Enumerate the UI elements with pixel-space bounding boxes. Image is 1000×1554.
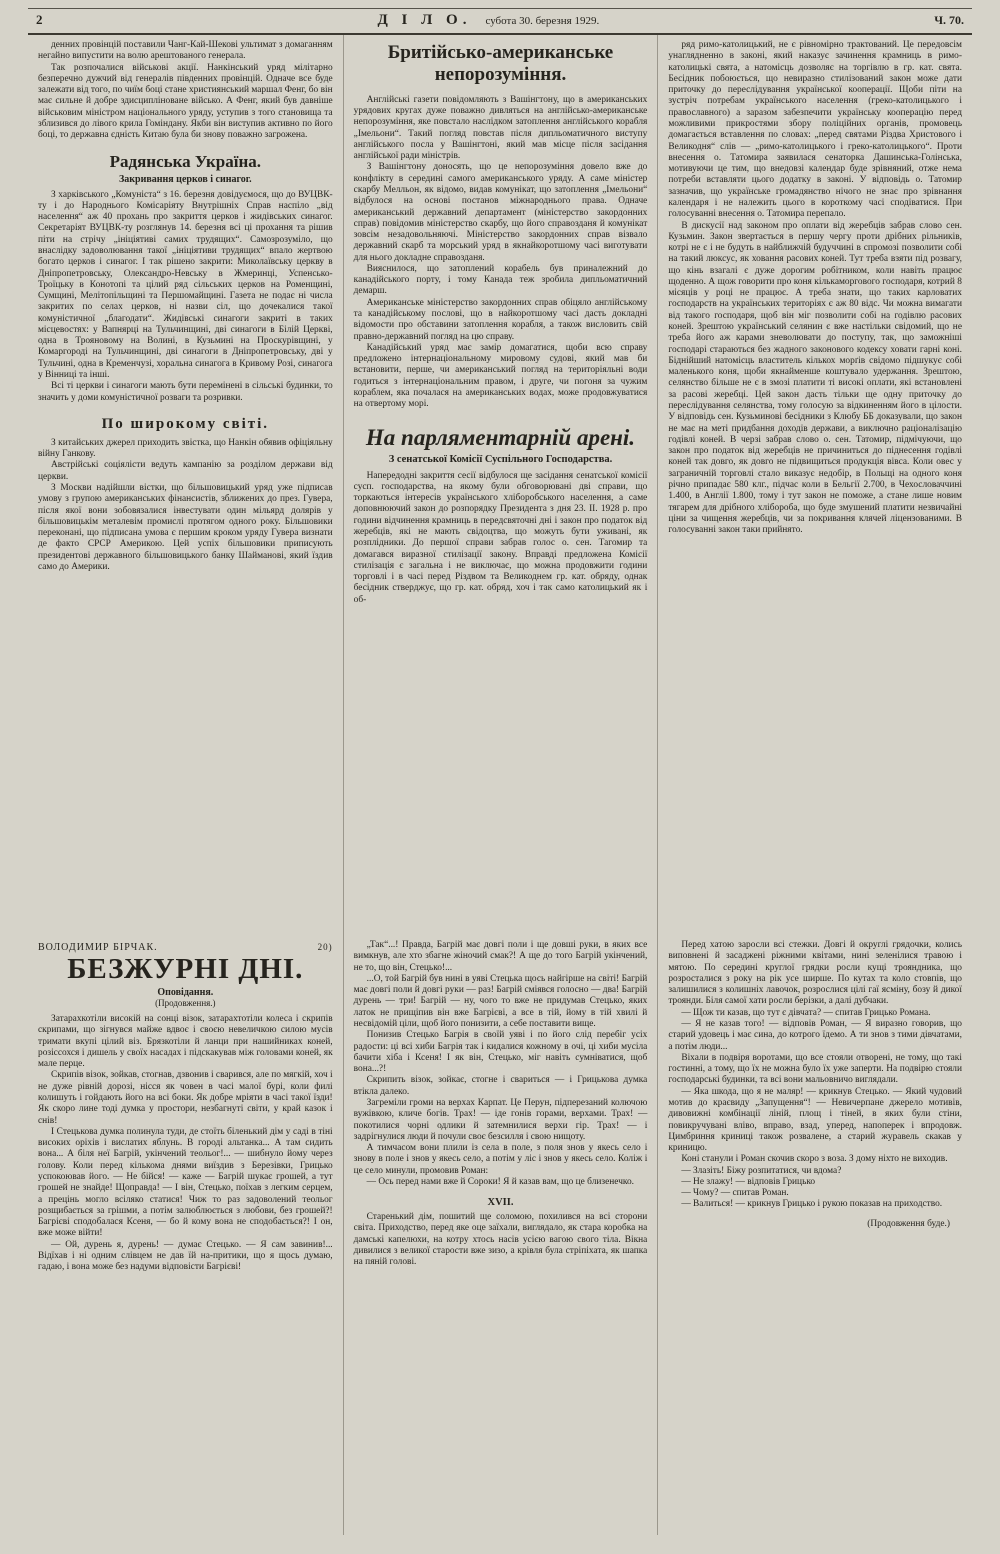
soviet-ukraine-article	[38, 190, 333, 404]
paragraph: А тимчасом вони плили із села в поле, з поля знов у якесь село і знову в поле і знов у якесь село, а потім у ліс і знов у якесь село. Коліж і це село минули, промовив Роман:	[353, 1143, 648, 1176]
newspaper-title: Д І Л О.	[377, 12, 472, 28]
news-column-3	[657, 35, 972, 935]
author-name: ВОЛОДИМИР БІРЧАК.	[38, 942, 158, 953]
feuilleton-text-col1	[38, 1014, 333, 1273]
paragraph: — Щож ти казав, що тут є дівчата? — спитав Грицько Романа.	[681, 1007, 931, 1018]
feuilleton-author	[38, 942, 333, 953]
page-header	[28, 8, 972, 35]
paragraph: — Валиться! — крикнув Грицько і рукою показав на приходство.	[681, 1199, 943, 1210]
parliament-article-continuation	[668, 40, 962, 536]
news-column-2	[343, 35, 658, 935]
paragraph: З Москви надійшли вістки, що більшовицький уряд уже підписав умову з групою американських фінансистів, зближених до през. Гувера, після якої вони зобовязалися інвестувати один мільярд долярів у більшовицькім металевім промислі протягом одного року. Більшовики переконані, що підписана умова є першим кроком уряду Гувера визнати де факто СРСР Америкою. Цей успіх більшовики приписують президентові державного більшовицького банку Шайманові, який їздив само до Америки.	[38, 483, 333, 572]
paragraph: Канадійський уряд має замір домагатися, щоби всю справу предложено інтернаціональному мировому судові, який мав би встановити, перше, чи американський погляд на територіяльні води годиться з інтернаціональним правом, і друге, чи погоня за чужим кораблем, яка почалася на американських водах, може продовжуватися на отвертому морі.	[353, 342, 648, 410]
british-american-article	[354, 95, 648, 411]
paragraph: ряд римо-католицький, не є рівномірно трактований. Це передовсім унаглядненно в законі, який наказує зачинення крамниць в римо-католицькі свята, а натомісць дозволяє на торгівлю в гр. кат. свята. Бесідник побоюється, що невиразно стилізований закон може дати приточку до переслідування української кооперації. Щоби піти на зустріч потребам українського населення (греко-католицького і православного) а заразом забезпечити українську кооперацію перед можливими прикростями збору поліційних органів, промовець домагається вставлення по словах: „перед святами Різдва Христового і Великодня“ слів — „римо-католицького і греко-католицького“. Проти внесення о. Татомира заявилася сенаторка Дашинська-Голінська, мотивуючи це тим, що внедовзі календар буде зрівняний, отже нема потреби вставляти цього додатку в законі. У відповідь о. Татомир зазначив, що українське громадянство нічого не знає про зрівнання календаря і не належить цього в короткому часі сподіватися. При голосуванні внесення о. Татомира перепало.	[668, 40, 962, 220]
paragraph: Австрійські соціялісти ведуть кампанію за розділом держави від церкви.	[38, 460, 333, 482]
paragraph: „Так“...! Правда, Багрій має довгі поли і ще довші руки, в яких все вимкнув, але хто збагне жіночий смак?! А ще до того Багрій укінчений, не то, що він, Стецько!...	[353, 940, 648, 973]
paragraph: — Злазіть! Біжу розпитатися, чи вдома?	[681, 1165, 842, 1176]
page-number: 2	[36, 12, 43, 27]
paragraph: Віхали в подвіря воротами, що все стояли отворені, не тому, що такі гостинні, а тому, що їх не можна було їх уже заперти. На подвірю стояли господарські будинки, та всі вони мальовничо виглядали.	[668, 1052, 962, 1086]
paragraph: І Стецькова думка полинула туди, де стоїть біленький дім у саді в тіні високих оріхів і вислатих яблунь. В городі альтанка... А там сидить вона... А біля неї Багрій, укінчений теольог!... — шибнуло йому через голову. Коли перед кількома днями виїздив з Березівки, Грицько успокоював його. — Не бійся! — каже — Багрій шукає грошей, а тут грошей не знайде! Щоправда! — І він, Стецько, поїхав з легким серцем, а прецінь могло всіляко статися! Чиж то раз задоволений теольог розщибається за грішми, а потім залюблюється з любови, без грошей?! Багрієві сподобалася Ксеня, — бо й кому вона не сподобається?! І он, вже може війти!	[38, 1126, 333, 1239]
paragraph: З китайських джерел приходить звістка, що Нанкін обявив офіціяльну війну Ганкову.	[38, 437, 333, 460]
paragraph: денних провінцій поставили Чанг-Кай-Шекові ультимат з домаганням негайно випустити на волю арештованого генерала.	[38, 40, 333, 62]
issue-date: субота 30. березня 1929.	[485, 15, 600, 27]
paragraph: — Ось перед нами вже й Сороки! Я й казав вам, що це близенечко.	[366, 1176, 635, 1187]
paragraph: Старенький дім, пошитий ще соломою, похилився на всі сторони світа. Приходство, перед яке оце заїхали, виглядало, як стара коробка на дамські капелюхи, на котру хтось насів усією вагою свого тіла. Вікна дивилися з великої старости вже зизо, а крівля була стріпіхата, як шапка на пяній голові.	[353, 1212, 648, 1268]
paragraph: В дискусії над законом про оплати від жеребців забрав слово сен. Кузьмин. Закон звертається в першу чергу проти дрібних рільників, котрі не є і не будуть в найближчій будуччині в спромозі позволити собі на такий люксус, як ховання расових коней. Тут треба взяти під розвагу, що кінь взагалі є дуже дорогим робітником, коли навіть працює щоденно. А щож говорити про коня кількаморгового господаря, котрий 8 місяців у році не працює. А треба знати, що таких карловатих господарств на українських територіях є аж 80 відс. Чи можна вимагати від такого господаря, щоб він міг позволити собі на годівлю расових коней. Зрештою український селянин є вже настільки свідомий, що не треба його аж карами зневолювати до поступу, так, що заможніші господарі стараються без жадного законового кодексу ховати гарні коні. Біднійший натомісць властитель кількох морґів свідомо підшукує собі маленького коня, щоби якнайменше коштувало удержання. Зрештою, селянство більше не є в змозі платити ті високі оплати, які встановлені за расові жеребці. Цей закон дасть тільки ще одну приточку до переслідування селянства, тому голосую за відкиненням його в цілости. У відповідь сен. Кузьминові бесідники з Клюбу ББ доказували, що закон не має на меті придбання доходів держави, а виключно раціоналізацію годівлі коней. В черзі забрав слово о. сен. Татомир, підмічуючи, що закон про податок від жеребців не причиниться до піднесення годівлі коней так довго, як довго не підвищиться продукція вівса. Коли овес у заграничній торговлі стало виказує недобір, в Польщі на одного коня річно припадає 580 клг., підчас коли в Бельгії 2.700, в Чехословаччині 1.400, в Англії 1.800, тому і тут закон не поможе, а стане лише новим тягарем для дрібного хлібороба, що буде змушений платити незвичайні ціни за чищення жеребців, чи за покривання клячей ліцензованими. В голосуванні закон таки прийнято.	[668, 220, 962, 536]
paragraph: — Я не казав того! — відповів Роман, — Я виразно говорив, що старий удовець і має сина, до котрого їдемо. А ти знов з тими дівчатами, а потім люди...	[668, 1018, 962, 1052]
paragraph: Так розпочалися військові акції. Нанкінський уряд мілітарно безперечно дужчий від генералів південних провінцій. Одначе все буде залежати від того, по чиїм боці стане християнський маршал Фенг, бо він має сильне й добре здисципліноване військо. А Фенг, який був давніше військовим міністром національного уряду, уступив з того становища та зблизився до лівого крила Гоміндану. Якби він виступив активно по його боці, то державна єдність Китаю була би знову поважно загрожена.	[38, 62, 333, 141]
parliament-article	[354, 471, 648, 606]
installment-number: 20)	[317, 942, 333, 952]
feuilleton-text-col3	[668, 940, 962, 1211]
feuilleton-text-col2	[354, 940, 648, 1188]
paragraph: З Вашінгтону доносять, що це непорозуміння довело вже до конфлікту в середині самого американського уряду. А саме міністер скарбу Мелльон, як відомо, видав комунікат, що затоплення „Імельони“ відбулося на основі постанов міжнароднього права. Одначе американський державний департамент (міністерство закордонних справ) повідомив міністерство скарбу, що його справозданя й комунікат зовсім незадовольняючі. Міністерство закордонних справ візвало державний скарб та морський уряд в якнайкоротшому часі виготувати для нього докладне справозданя.	[353, 162, 648, 263]
feuilleton-column-3	[657, 935, 972, 1535]
world-news-title: По широкому світі.	[101, 415, 270, 432]
feuilleton-header	[38, 942, 333, 1008]
paragraph: Понизив Стецько Багрія в своїй уяві і по його слід перебіг усіх радости: ці всі хиби Багрія так і кидалися кожному в очі, ці хиби мусіла бачити хіба і Ксеня! І як він, Стецько, міг навіть сумніватися, щоб вона...?!	[353, 1030, 648, 1075]
paragraph: Американське міністерство закордонних справ обіцяло англійському та канадійському послові, що в найкоротшому часі дасть докладні відомости про обставини затоплення корабля, а також висловить свій правно-державний погляд на цю справу.	[353, 297, 648, 342]
paragraph: Перед хатою заросли всі стежки. Довгі й округлі грядочки, колись виповнені й засаджені ріжними квітами, нині зеленілися травою і мятою. По середині круглої грядки росли кущі трояндника, що розросталися з року на рік усе ширше. По кутах та коло стовпів, що залишилися з колишніх лавочок, розрослися цілі гаї ясміну, бозу й дикої троянди. Біля самої хати росли берізки, а далі дубчаки.	[668, 940, 962, 1007]
paragraph: Всі ті церкви і синагоги мають бути перемінені в сільські будинки, то значить у доми комуністичної розваги та розривки.	[38, 381, 333, 403]
paragraph: Скрипів візок, зойкав, стогнав, дзвонив і сварився, але по мягкій, хоч і не дуже рівній дорозі, нісся як човен в часі малої бурі, коли филі колишуть і гойдають його на всі боки. Як добре мріяти в часі такої їзди! Як скоро лине тоді думка у простори, незбагнуті світи, у край казок і снів!	[38, 1070, 333, 1126]
soviet-ukraine-title: Радянська Україна.	[109, 151, 262, 171]
soviet-ukraine-subtitle: Закривання церков і синагог.	[118, 173, 252, 185]
parliament-subtitle: З сенатської Комісії Суспільного Господарства.	[388, 453, 613, 465]
feuilleton-column-2	[343, 935, 658, 1535]
paragraph: Коні станули і Роман скочив скоро з воза. З дому ніхто не виходив.	[681, 1154, 948, 1165]
paragraph: — Чому? — спитав Роман.	[681, 1188, 789, 1199]
feuilleton-section	[28, 935, 972, 1535]
chapter-heading: XVII.	[487, 1197, 514, 1209]
news-column-1	[28, 35, 343, 935]
feuilleton-continuation-note: (Продовження.)	[155, 998, 216, 1008]
paragraph: — Не злажу! — відповів Грицько	[681, 1176, 816, 1187]
masthead-group	[377, 12, 599, 29]
british-american-title: Бритійсько-американське непорозуміння.	[387, 42, 614, 85]
feuilleton-title: БЕЗЖУРНІ ДНІ.	[67, 953, 304, 985]
paragraph: Напередодні закриття сесії відбулося ще засідання сенатської комісії сусп. господарства, на якому були обговорювані дві справи, що торкаються інтересів українського хліборобського населення, а саме доповнюючий закон до розпорядку Президента з дня 23. II. 1928 р. про години відчинення крамниць в передсвяточні дні і закон про податок від жеребців, які не мають свідоцтва, що можуть бути уживані, як розплідники. До першої справи забрав голос о. сен. Тагомир та домагався виразної стилізації закону. Вправді предложена Комісії стилізація є загальна і не виключає, що можна продовжити години торговлі і в часі перед Різдвом та Великоднем гр. кат. обряду, однак бесідник стверджує, що гр. кат. обряд, хоч і так само католицький як і об-	[353, 470, 648, 605]
paragraph: Затарахкотіли високій на сонці візок, затарахтотіли колеса і скрипів скрипами, що зігнувся майже вдвоє і своєю невеличкою силою мусів тримати вкупі цілий віз. Брязкотіли й ланци при нашийниках коней, розіссохся і дишель у своїх насадах і підскакував між головами коней, як мале перце.	[38, 1014, 333, 1070]
news-section	[28, 35, 972, 935]
feuilleton-column-1	[28, 935, 343, 1535]
paragraph: — Ой, дурень я, дурень! — думає Стецько. — Я сам завинив!... Відїхав і ні одним слівцем не дав їй на-притики, що я щось думаю, гадаю, і вона може без надуми відповісти Багрієві!	[38, 1239, 333, 1273]
paragraph: Скрипить візок, зойкає, стогне і свариться — і Грицькова думка втікла далеко.	[353, 1075, 648, 1097]
to-be-continued-note: (Продовження буде.)	[867, 1218, 950, 1229]
paragraph: З харківського „Комуніста“ з 16. березня довідуємося, що до ВУЦВК-ту і до Народнього Комісаріяту Внутрішніх Справ наспіло „від населення“ аж 40 прохань про закриття церков і жидівських синагог. Секретаріят ВУЦВК-ту розглянув 14. березня всі ці прохання та рішив піти на стрічу „ініціятиві самих трудящих“. Самозрозуміло, що внаслідку задоволювання такої „ініціятиви трудящих“ впало жертвою богато церков і синагог. І так рішено закрити: Миколаївську церкву в Дніпропетровську, Олександро-Невську в Жмеринці, Успенсько-Троїцьку в Конотопі та цілий ряд сільських церков на Роменщині, Сумщині, Мелітопільщині та Першомайщині. Газета не подає ні числа закритих по селах церков, ні назви сіл, що дочекалися такої комуністичної „благодати“. Жидівські синагоги закриті в таких місцевостях: у Вапнярці на Тульчинщині, дві синагоги в Білій Церкві, одна в Трояновому на Волині, в Кузьмині на Проскурівщині, у Комаргороді на Тульчинщині, дві синагоги в Дніпропетровську, дві у Тульчині, одна в Кременчузі, хоральна синагога в Кривому Розі, синагога у Вінниці та інші.	[38, 189, 333, 381]
feuilleton-text-col2-after	[354, 1212, 648, 1268]
feuilleton-genre: Оповідання.	[157, 987, 214, 998]
paragraph: — Яка шкода, що я не маляр! — крикнув Стецько. — Який чудовий мотив до краєвиду „Запущення“! — Невичерпане джерело мотивів, дивовижні комбінації ліній, площ і тіней, в яких були стіни, повикручувані вліво, вправо, взад, уперед, напоперек і впродовж. Цимбриння криниці також розвалене, а старий журавель скакав у криницю.	[668, 1086, 962, 1154]
parliament-title: На парляментарній арені.	[365, 424, 636, 450]
paragraph: Англійські газети повідомляють з Вашінгтону, що в американських урядових кругах дуже поважно дивляться на англійсько-американське непорозуміння, яке повстало наслідком затоплення англійського корабля „Імельони“. Такий погляд повстав після дипльоматичного виступу англійського посла у Вашінгтоні, який мав місце після засідання англійської ради міністрів.	[353, 94, 648, 162]
paragraph: ...О, той Багрій був нині в уяві Стецька щось найгірше на світі! Багрій має довгі поли й довгі руки — раз! Багрій сміявся голосно — два! Багрій дурень — три! Багрій — ну, чого то вже не придумав Стецько, яких латок не прищіпив він вже Багрієві, а все в тій, йому в тій хвилі й несвідомій ціли, щоб його понизити, а себе поставити вище.	[353, 973, 648, 1029]
china-article-continuation	[38, 40, 333, 142]
paragraph: Вияснилося, що затоплений корабель був приналежний до канадійського порту, і тому Канада теж зробила дипльоматичний демарш.	[353, 263, 648, 297]
issue-number: Ч. 70.	[934, 13, 964, 27]
paragraph: Загреміли громи на верхах Карпат. Це Перун, підперезаний колючою вужівкою, кличе богів. Трах! — іде гонів горами, верхами. Трах! — покотилися чорні одлики й затемнилися верхи гір. Трах! — і задрігнулися люди й почули своє безсилля і свою нищоту.	[353, 1097, 648, 1142]
world-news-article	[38, 438, 333, 573]
